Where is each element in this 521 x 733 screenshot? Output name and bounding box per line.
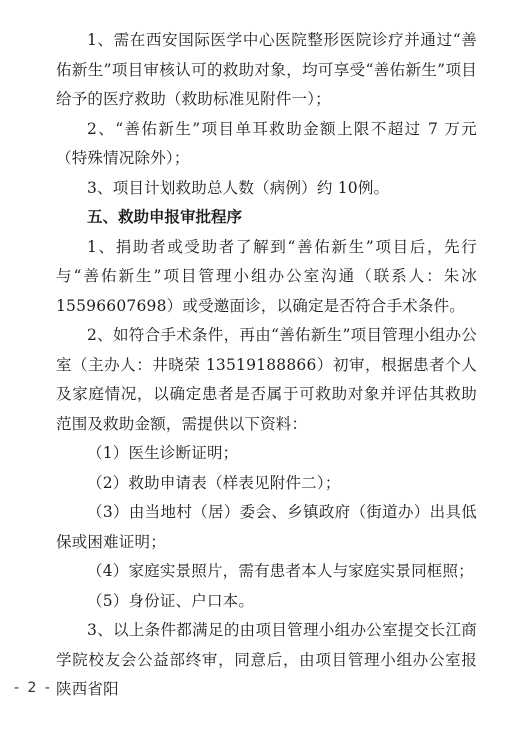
- list-item-application-form: （2）救助申请表（样表见附件二）；: [87, 473, 341, 492]
- paragraph-rescue-total-count: 3、项目计划救助总人数（病例）约 10例。: [87, 178, 390, 197]
- paragraph-rescue-amount-limit: 2、“善佑新生”项目单耳救助金额上限不超过 7 万元（特殊情况除外）；: [56, 119, 477, 167]
- paragraph-rescue-eligibility: 1、需在西安国际医学中心医院整形医院诊疗并通过“善佑新生”项目审核认可的救助对象，均可享受“善佑新生”项目给予的医疗救助（救助标准见附件一）；: [56, 31, 477, 108]
- section-heading-procedure: 五、救助申报审批程序: [87, 208, 243, 226]
- list-item-hardship-certificate: （3）由当地村（居）委会、乡镇政府（街道办）出具低保或困难证明；: [56, 503, 477, 551]
- page-number: - 2 -: [14, 680, 52, 696]
- paragraph-procedure-step-2: 2、如符合手术条件，再由“善佑新生”项目管理小组办公室（主办人：井晓荣 13519188866）初审，根据患者个人及家庭情况，以确定患者是否属于可救助对象并评估其救助范围及救助金额，需提供以下资料：: [56, 326, 477, 433]
- paragraph-procedure-step-1: 1、捐助者或受助者了解到“善佑新生”项目后，先行与“善佑新生”项目管理小组办公室沟通（联系人：朱冰 15596607698）或受邀面诊，以确定是否符合手术条件。: [56, 237, 477, 315]
- list-item-family-photo: （4）家庭实景照片，需有患者本人与家庭实景同框照；: [87, 562, 474, 580]
- list-item-diagnosis: （1）医生诊断证明；: [87, 444, 239, 462]
- list-item-id-documents: （5）身份证、户口本。: [87, 591, 255, 610]
- paragraph-procedure-step-3: 3、以上条件都满足的由项目管理小组办公室提交长江商学院校友会公益部终审，同意后，由项目管理小组办公室报陕西省阳: [56, 621, 477, 698]
